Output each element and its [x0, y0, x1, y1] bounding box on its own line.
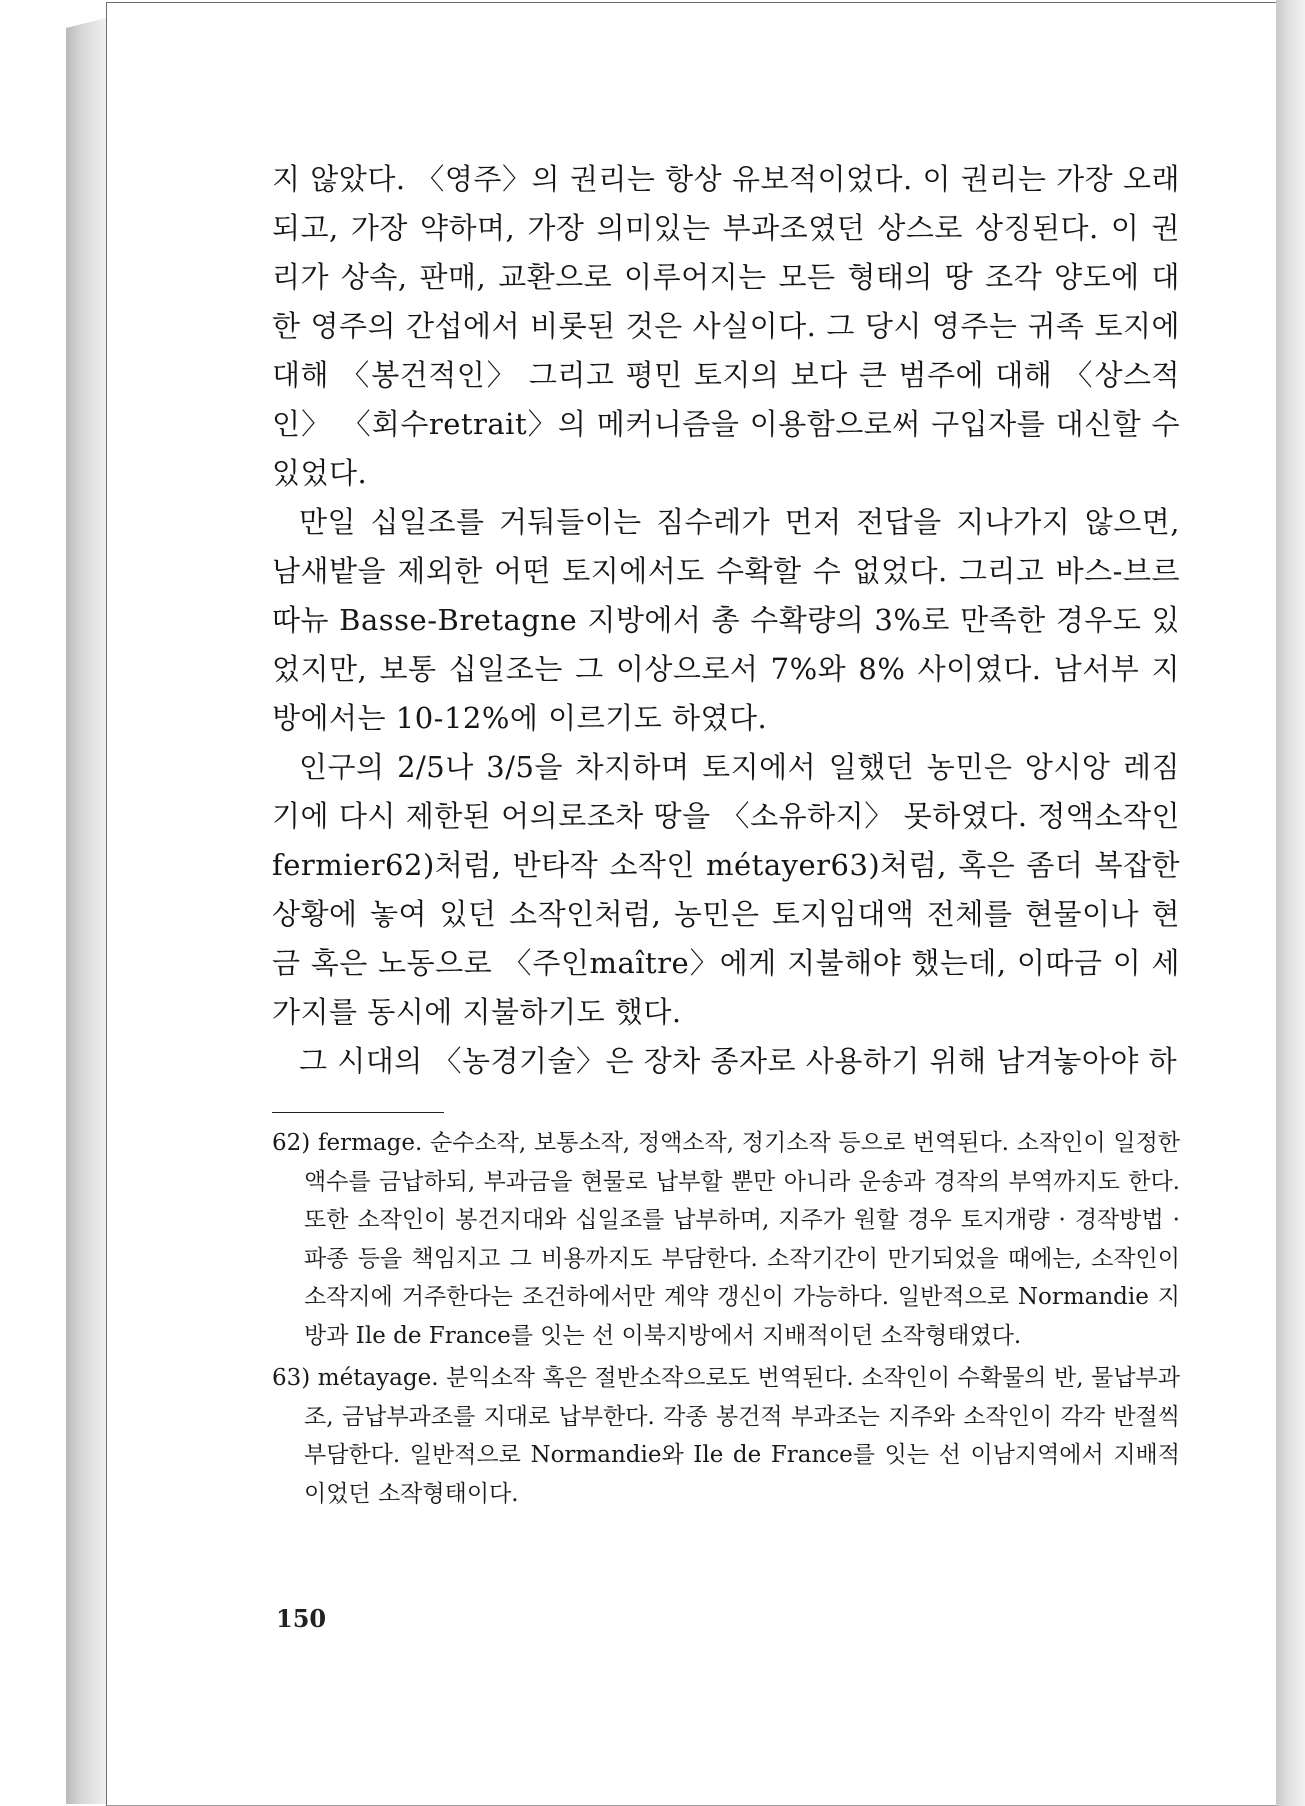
- page-right-shadow: [1276, 0, 1305, 1806]
- page-number: 150: [276, 1604, 327, 1633]
- book-spine-edge: [66, 18, 106, 1804]
- body-text: [272, 155, 1180, 1086]
- paragraph-1: 지 않았다. 〈영주〉의 권리는 항상 유보적이었다. 이 권리는 가장 오래되고, 가장 약하며, 가장 의미있는 부과조였던 상스로 상징된다. 이 권리가 상속, 판매, 교환으로 이루어지는 모든 형태의 땅 조각 양도에 대한 영주의 간섭에서 비롯된 것은 사실이다. 그 당시 영주는 귀족 토지에 대해 〈봉건적인〉 그리고 평민 토지의 보다 큰 범주에 대해 〈상스적인〉 〈회수retrait〉의 메커니즘을 이용함으로써 구입자를 대신할 수 있었다.: [272, 162, 1180, 490]
- paragraph-2: 만일 십일조를 거둬들이는 짐수레가 먼저 전답을 지나가지 않으면, 남새밭을 제외한 어떤 토지에서도 수확할 수 없었다. 그리고 바스-브르따뉴 Basse-Bretagne 지방에서 총 수확량의 3%로 만족한 경우도 있었지만, 보통 십일조는 그 이상으로서 7%와 8% 사이였다. 남서부 지방에서는 10-12%에 이르기도 하였다.: [272, 505, 1180, 735]
- footnotes: [272, 1124, 1180, 1517]
- footnote-62: 62) fermage. 순수소작, 보통소작, 정액소작, 정기소작 등으로 번역된다. 소작인이 일정한 액수를 금납하되, 부과금을 현물로 납부할 뿐만 아니라 운송과 경작의 부역까지도 한다. 또한 소작인이 봉건지대와 십일조를 납부하며, 지주가 원할 경우 토지개량 · 경작방법 · 파종 등을 책임지고 그 비용까지도 부담한다. 소작기간이 만기되었을 때에는, 소작인이 소작지에 거주한다는 조건하에서만 계약 갱신이 가능하다. 일반적으로 Normandie 지방과 Ile de France를 잇는 선 이북지방에서 지배적이던 소작형태였다.: [272, 1130, 1180, 1349]
- footnote-63: 63) métayage. 분익소작 혹은 절반소작으로도 번역된다. 소작인이 수확물의 반, 물납부과조, 금납부과조를 지대로 납부한다. 각종 봉건적 부과조는 지주와 소작인이 각각 반절씩 부담한다. 일반적으로 Normandie와 Ile de France를 잇는 선 이남지역에서 지배적이었던 소작형태이다.: [272, 1365, 1180, 1507]
- paragraph-4: 그 시대의 〈농경기술〉은 장차 종자로 사용하기 위해 남겨놓아야 하: [299, 1044, 1178, 1078]
- paragraph-3: 인구의 2/5나 3/5을 차지하며 토지에서 일했던 농민은 앙시앙 레짐기에 다시 제한된 어의로조차 땅을 〈소유하지〉 못하였다. 정액소작인 fermier62)처럼, 반타작 소작인 métayer63)처럼, 혹은 좀더 복잡한 상황에 놓여 있던 소작인처럼, 농민은 토지임대액 전체를 현물이나 현금 혹은 노동으로 〈주인maître〉에게 지불해야 했는데, 이따금 이 세 가지를 동시에 지불하기도 했다.: [272, 750, 1180, 1029]
- footnote-separator: [272, 1112, 444, 1113]
